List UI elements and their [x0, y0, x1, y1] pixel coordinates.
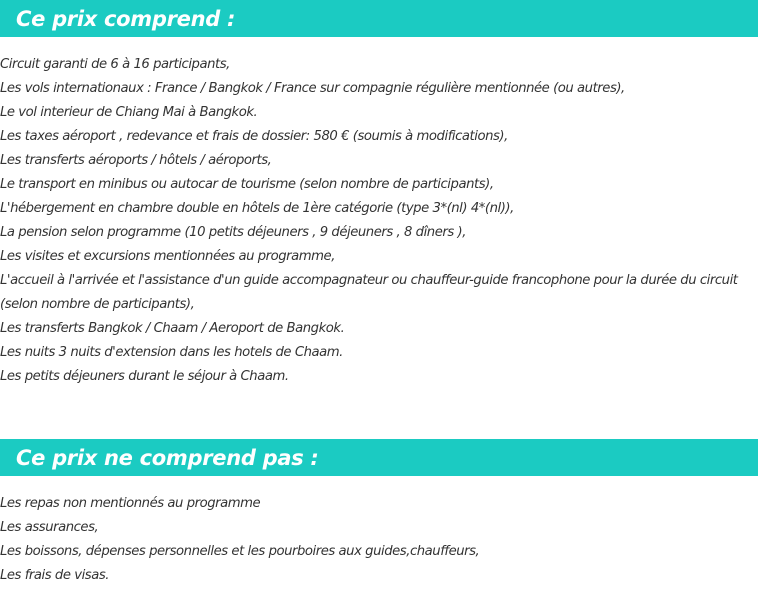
list-item: Les assurances,: [0, 520, 99, 535]
list-item: Le vol interieur de Chiang Mai à Bangkok.: [0, 105, 258, 120]
list-item: Les boissons, dépenses personnelles et les pourboires aux guides,chauffeurs,: [0, 544, 480, 559]
includes-section-header: [0, 0, 758, 37]
list-item: L'accueil à l'arrivée et l'assistance d'un guide accompagnateur ou chauffeur-guide francophone pour la durée du circuit: [0, 273, 738, 288]
list-item: Les transferts Bangkok / Chaam / Aeroport de Bangkok.: [0, 321, 345, 336]
list-item: L'hébergement en chambre double en hôtels de 1ère catégorie (type 3*(nl) 4*(nl)),: [0, 201, 514, 216]
excludes-section-header: [0, 439, 758, 476]
excludes-section-title: Ce prix ne comprend pas :: [16, 445, 319, 470]
list-item: Les repas non mentionnés au programme: [0, 496, 261, 511]
list-item: Les petits déjeuners durant le séjour à Chaam.: [0, 369, 289, 384]
list-item: Les transferts aéroports / hôtels / aéroports,: [0, 153, 272, 168]
list-item: Les vols internationaux : France / Bangkok / France sur compagnie régulière mentionnée (ou autres),: [0, 81, 625, 96]
list-item: Circuit garanti de 6 à 16 participants,: [0, 57, 230, 72]
excludes-list: [0, 492, 758, 588]
list-item: Les taxes aéroport , redevance et frais de dossier: 580 € (soumis à modifications),: [0, 129, 508, 144]
list-item: La pension selon programme (10 petits déjeuners , 9 déjeuners , 8 dîners ),: [0, 225, 466, 240]
list-item: Les visites et excursions mentionnées au programme,: [0, 249, 335, 264]
list-item: Les nuits 3 nuits d'extension dans les hotels de Chaam.: [0, 345, 343, 360]
list-item: Les frais de visas.: [0, 568, 110, 583]
list-item: (selon nombre de participants),: [0, 297, 195, 312]
includes-list: [0, 53, 758, 389]
includes-section-title: Ce prix comprend :: [16, 6, 236, 31]
list-item: Le transport en minibus ou autocar de tourisme (selon nombre de participants),: [0, 177, 494, 192]
